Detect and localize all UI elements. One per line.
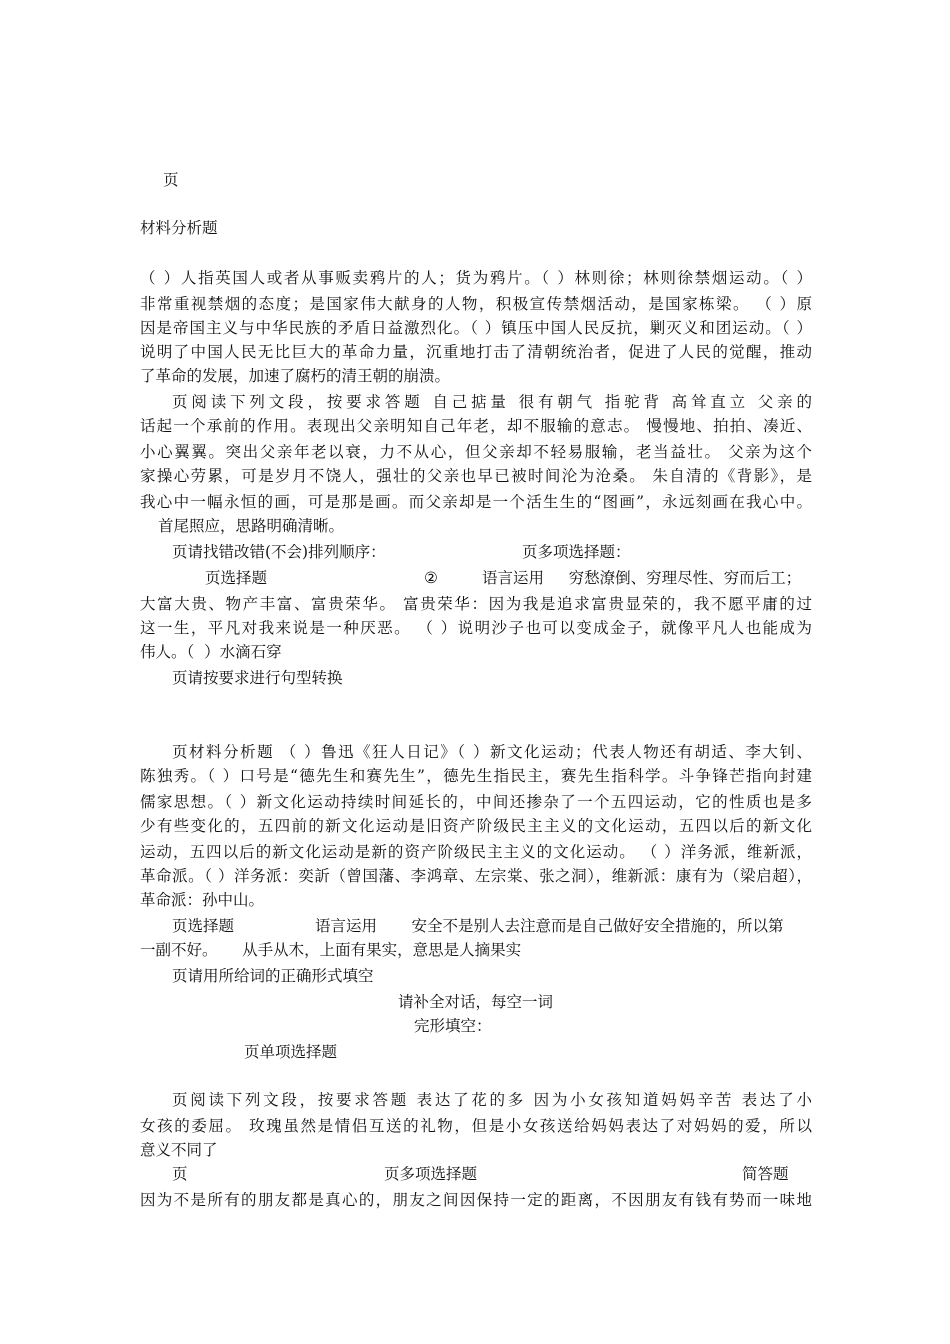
- page-marker: 页: [172, 1165, 188, 1183]
- paragraph-line: 女孩的委屈。 玫瑰虽然是情侣互送的礼物，但是小女孩送给妈妈表达了对妈妈的爱，所以: [140, 1117, 812, 1135]
- paragraph-line: 革命派。（ ）洋务派：奕訢（曾国藩、李鸿章、左宗棠、张之洞），维新派：康有为（梁启超），: [140, 867, 812, 885]
- question-heading: 页请用所给词的正确形式填空: [172, 967, 374, 985]
- paragraph-line: 这一生，平凡对我来说是一种厌恶。 （ ）说明沙子也可以变成金子，就像平凡人也能成为: [140, 619, 812, 637]
- paragraph-line: 非常重视禁烟的态度；是国家伟大献身的人物，积极宣传禁烟活动，是国家栋梁。 （ ）原: [140, 295, 812, 313]
- paragraph-line: 小心翼翼。突出父亲年老以衰，力不从心，但父亲却不轻易服输，老当益壮。 父亲为这个: [140, 443, 812, 461]
- question-text: 语言运用 穷愁潦倒、穷理尽性、穷而后工；: [482, 569, 802, 587]
- paragraph-line: （ ）人指英国人或者从事贩卖鸦片的人；货为鸦片。（ ）林则徐；林则徐禁烟运动。（ ）: [140, 269, 812, 287]
- paragraph-line: 陈独秀。（ ）口号是“德先生和赛先生”，德先生指民主，赛先生指科学。斗争锋芒指向封建: [140, 767, 812, 785]
- paragraph-line: 运动，五四以后的新文化运动是新的资产阶级民主主义的文化运动。 （ ）洋务派，维新派，: [140, 843, 812, 861]
- paragraph-line: 话起一个承前的作用。表现出父亲明知自己年老，却不服输的意志。 慢慢地、拍拍、凑近、: [140, 417, 812, 435]
- paragraph-line: 大富大贵、物产丰富、富贵荣华。 富贵荣华：因为我是追求富贵显荣的，我不愿平庸的过: [140, 595, 812, 613]
- question-heading: 页选择题: [205, 569, 268, 587]
- circled-number: ②: [424, 569, 438, 587]
- paragraph-line: 页材料分析题 （ ）鲁迅《狂人日记》（ ）新文化运动；代表人物还有胡适、李大钊、: [172, 743, 812, 761]
- paragraph-line: 首尾照应，思路明确清晰。: [158, 517, 345, 535]
- paragraph-line: 了革命的发展，加速了腐朽的清王朝的崩溃。: [140, 367, 451, 385]
- question-heading: 页单项选择题: [244, 1043, 338, 1061]
- paragraph-line: 革命派：孙中山。: [140, 891, 265, 909]
- paragraph-line: 家操心劳累，可是岁月不饶人，强壮的父亲也早已被时间沦为沧桑。 朱自清的《背影》，是: [140, 467, 812, 485]
- paragraph-line: 页阅读下列文段，按要求答题 表达了花的多 因为小女孩知道妈妈辛苦 表达了小: [172, 1091, 812, 1109]
- paragraph-line: 少有些变化的，五四前的新文化运动是旧资产阶级民主主义的文化运动，五四以后的新文化: [140, 817, 812, 835]
- page-header-marker: 页: [163, 171, 179, 189]
- paragraph-line: 儒家思想。（ ）新文化运动持续时间延长的，中间还掺杂了一个五四运动，它的性质也是多: [140, 793, 812, 811]
- paragraph-line: 伟人。（ ）水滴石穿: [140, 643, 282, 661]
- question-text: 语言运用 安全不是别人去注意而是自己做好安全措施的，所以第: [315, 917, 784, 935]
- question-heading: 页多项选择题：: [522, 543, 631, 561]
- question-heading: 页选择题: [172, 917, 235, 935]
- question-heading: 页请找错改错(不会)排列顺序：: [172, 543, 386, 561]
- paragraph-line: 意义不同了: [140, 1141, 218, 1159]
- paragraph-line: 页阅读下列文段，按要求答题 自己掂量 很有朝气 指驼背 高耸直立 父亲的: [172, 393, 812, 411]
- question-heading: 完形填空：: [414, 1017, 492, 1035]
- paragraph-line: 因为不是所有的朋友都是真心的，朋友之间因保持一定的距离，不因朋友有钱有势而一味地: [140, 1191, 812, 1209]
- section-title: 材料分析题: [140, 219, 218, 237]
- paragraph-line: 说明了中国人民无比巨大的革命力量，沉重地打击了清朝统治者，促进了人民的觉醒，推动: [140, 343, 812, 361]
- question-heading: 页请按要求进行句型转换: [172, 669, 343, 687]
- paragraph-line: 一副不好。 从手从木，上面有果实，意思是人摘果实: [140, 941, 522, 959]
- paragraph-line: 因是帝国主义与中华民族的矛盾日益激烈化。（ ）镇压中国人民反抗，剿灭义和团运动。（ ）: [140, 319, 812, 337]
- question-heading: 简答题: [742, 1165, 789, 1183]
- question-heading: 请补全对话，每空一词: [398, 993, 554, 1011]
- paragraph-line: 我心中一幅永恒的画，可是那是画。而父亲却是一个活生生的“图画”，永远刻画在我心中。: [140, 493, 812, 511]
- question-heading: 页多项选择题: [384, 1165, 478, 1183]
